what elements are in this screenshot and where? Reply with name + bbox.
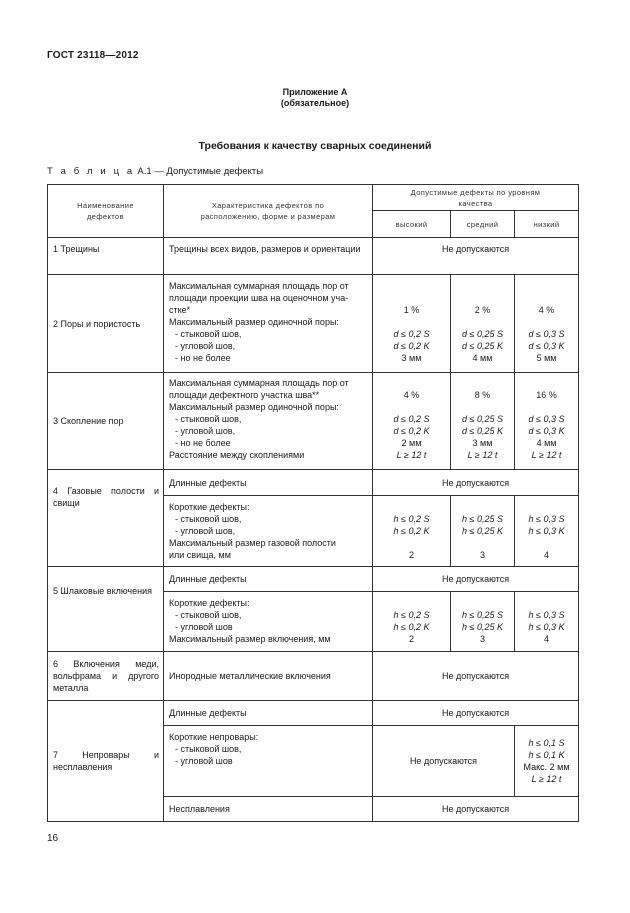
- value-line: d ≤ 0,25 S: [462, 329, 503, 339]
- annex-title: Приложение А: [282, 87, 348, 97]
- page-number: 16: [47, 833, 59, 844]
- value-line: d ≤ 0,25 K: [462, 341, 503, 351]
- row-desc-lack-long: Длинные дефекты: [164, 701, 373, 726]
- row-value-gas-long: Не допускаются: [373, 470, 579, 496]
- row-desc-inclusions: Инородные металлические включения: [164, 652, 373, 701]
- desc-line: - угловой шов: [175, 622, 233, 632]
- value-line: 4 мм: [472, 353, 493, 363]
- table-row: [48, 275, 579, 373]
- row-desc-slag-long: Длинные дефекты: [164, 567, 373, 592]
- row-low-gas: [515, 496, 579, 567]
- desc-line: площади дефектного участка шва**: [169, 390, 320, 400]
- value-line: h ≤ 0,1 S: [528, 738, 565, 748]
- desc-line: стке*: [169, 305, 191, 315]
- value-line: 2 %: [474, 305, 491, 315]
- value-line: 4 %: [538, 305, 555, 315]
- value-line: h ≤ 0,2 K: [393, 526, 430, 536]
- value-line: d ≤ 0,3 K: [528, 426, 565, 436]
- table-caption-prefix: Т а б л и ц а: [47, 166, 135, 177]
- desc-line: Короткие дефекты:: [169, 502, 250, 512]
- value-line: 4 мм: [536, 438, 557, 448]
- row-high-slag: [373, 592, 451, 652]
- annex-subtitle: (обязательное): [280, 98, 350, 108]
- row-desc-gas-short: [164, 496, 373, 567]
- value-line: d ≤ 0,3 S: [528, 329, 565, 339]
- row-low-lack: [515, 726, 579, 797]
- spacer: [375, 401, 448, 413]
- value-line: 3: [479, 550, 485, 560]
- table-row: [48, 373, 579, 470]
- header-levels-group: Допустимые дефекты по уровням качества: [373, 185, 579, 211]
- table-row: [48, 701, 579, 726]
- value-line: 8 %: [474, 390, 491, 400]
- row-medium-pores: [451, 275, 515, 373]
- row-desc-lack-short: [164, 726, 373, 797]
- desc-line: - угловой шов,: [175, 426, 236, 436]
- spacer: [517, 537, 576, 549]
- table-row: [48, 470, 579, 496]
- desc-line: - стыковой шов,: [175, 329, 242, 339]
- value-line: h ≤ 0,25 S: [462, 610, 503, 620]
- row-desc-pores: [164, 275, 373, 373]
- value-line: L ≥ 12 t: [531, 774, 562, 784]
- value-line: h ≤ 0,2 S: [393, 610, 430, 620]
- row-desc-slag-short: [164, 592, 373, 652]
- desc-line: площади проекции шва на оценочном уча-: [169, 293, 349, 303]
- header-level-high: высокий: [373, 211, 451, 238]
- value-line: h ≤ 0,3 S: [528, 610, 565, 620]
- row-value-inclusions: Не допускаются: [373, 652, 579, 701]
- value-line: d ≤ 0,3 K: [528, 341, 565, 351]
- value-line: h ≤ 0,25 S: [462, 514, 503, 524]
- row-low-pores: [515, 275, 579, 373]
- value-line: 4 %: [403, 390, 420, 400]
- value-line: L ≥ 12 t: [396, 450, 427, 460]
- row-name-slag: 5 Шлаковые включения: [48, 567, 164, 652]
- spacer: [453, 537, 512, 549]
- value-line: L ≥ 12 t: [467, 450, 498, 460]
- value-line: d ≤ 0,2 S: [393, 414, 430, 424]
- value-line: d ≤ 0,25 K: [462, 426, 503, 436]
- value-line: h ≤ 0,3 K: [528, 622, 565, 632]
- value-line: h ≤ 0,3 S: [528, 514, 565, 524]
- header-level-low: низкий: [515, 211, 579, 238]
- desc-line: - стыковой шов,: [175, 744, 242, 754]
- spacer: [453, 316, 512, 328]
- row-medium-gas: [451, 496, 515, 567]
- row-value-cracks: Не допускаются: [373, 238, 579, 275]
- desc-line: - стыковой шов,: [175, 514, 242, 524]
- value-line: 2 мм: [401, 438, 422, 448]
- row-value-slag-long: Не допускаются: [373, 567, 579, 592]
- value-line: h ≤ 0,2 S: [393, 514, 430, 524]
- header-name: Наименование дефектов: [48, 185, 164, 238]
- value-line: 3 мм: [401, 353, 422, 363]
- value-line: d ≤ 0,3 S: [528, 414, 565, 424]
- row-medium-cluster: [451, 373, 515, 470]
- value-line: 2: [408, 634, 414, 644]
- value-line: 4: [544, 634, 550, 644]
- document-header: ГОСТ 23118—2012: [47, 50, 139, 61]
- value-line: d ≤ 0,25 S: [462, 414, 503, 424]
- row-high-gas: [373, 496, 451, 567]
- desc-line: - но не более: [175, 438, 231, 448]
- section-title: Требования к качеству сварных соединений: [198, 140, 432, 152]
- value-line: d ≤ 0,2 K: [393, 426, 430, 436]
- row-name-pores: 2 Поры и пористость: [48, 275, 164, 373]
- value-line: d ≤ 0,2 S: [393, 329, 430, 339]
- value-line: 16 %: [536, 390, 557, 400]
- row-name-gas: 4 Газовые полости и свищи: [48, 470, 164, 567]
- spacer: [375, 537, 448, 549]
- row-low-slag: [515, 592, 579, 652]
- value-line: h ≤ 0,2 K: [393, 622, 430, 632]
- desc-line: Максимальный размер включения, мм: [169, 634, 331, 644]
- row-desc-lack-fusion: Несплавления: [164, 797, 373, 822]
- table-header-row: [48, 185, 579, 211]
- desc-line: - угловой шов,: [175, 341, 236, 351]
- value-line: h ≤ 0,25 K: [462, 526, 503, 536]
- desc-line: Короткие непровары:: [169, 732, 259, 742]
- table-row: [48, 567, 579, 592]
- spacer: [375, 316, 448, 328]
- desc-line: Максимальная суммарная площадь пор от: [169, 378, 349, 388]
- row-name-cluster: 3 Скопление пор: [48, 373, 164, 470]
- row-name-lack: 7 Непровары и несплавления: [48, 701, 164, 822]
- value-line: 4: [544, 550, 550, 560]
- value-line: h ≤ 0,1 K: [528, 750, 565, 760]
- desc-line: - угловой шов: [175, 756, 233, 766]
- value-line: 2: [408, 550, 414, 560]
- spacer: [517, 316, 576, 328]
- row-high-cluster: [373, 373, 451, 470]
- value-line: 3 мм: [472, 438, 493, 448]
- desc-line: Короткие дефекты:: [169, 598, 250, 608]
- value-line: 5 мм: [536, 353, 557, 363]
- row-medium-slag: [451, 592, 515, 652]
- desc-line: Максимальная суммарная площадь пор от: [169, 281, 349, 291]
- desc-line: Максимальный размер газовой полости: [169, 538, 336, 548]
- value-line: h ≤ 0,3 K: [528, 526, 565, 536]
- header-level-medium: средний: [451, 211, 515, 238]
- value-line: 3: [479, 634, 485, 644]
- row-low-cluster: [515, 373, 579, 470]
- row-value-lack-fusion: Не допускаются: [373, 797, 579, 822]
- value-line: 1 %: [403, 305, 420, 315]
- desc-line: Максимальный размер одиночной поры:: [169, 317, 339, 327]
- row-name-cracks: 1 Трещины: [48, 238, 164, 275]
- desc-line: - стыковой шов,: [175, 414, 242, 424]
- desc-line: - стыковой шов,: [175, 610, 242, 620]
- table-row: [48, 652, 579, 701]
- header-characteristic: Характеристика дефектов по расположению, форме и размерам: [164, 185, 373, 238]
- table-caption: [47, 166, 263, 177]
- desc-line: - но не более: [175, 353, 231, 363]
- row-value-lack-long: Не допускаются: [373, 701, 579, 726]
- row-desc-cracks: Трещины всех видов, размеров и ориентации: [164, 238, 373, 275]
- spacer: [453, 401, 512, 413]
- desc-line: - угловой шов,: [175, 526, 236, 536]
- defects-table: [47, 184, 579, 822]
- spacer: [517, 401, 576, 413]
- value-line: L ≥ 12 t: [531, 450, 562, 460]
- row-name-inclusions: 6 Включения меди, вольфрама и другого металла: [48, 652, 164, 701]
- desc-line: Расстояние между скоплениями: [169, 450, 305, 460]
- value-line: h ≤ 0,25 K: [462, 622, 503, 632]
- desc-line: Максимальный размер одиночной поры:: [169, 402, 339, 412]
- row-desc-gas-long: Длинные дефекты: [164, 470, 373, 496]
- row-value-lack-short: Не допускаются: [373, 726, 515, 797]
- value-line: d ≤ 0,2 K: [393, 341, 430, 351]
- value-line: Макс. 2 мм: [523, 762, 570, 772]
- desc-line: или свища, мм: [169, 550, 231, 560]
- row-high-pores: [373, 275, 451, 373]
- table-row: [48, 238, 579, 275]
- table-caption-text: А.1 — Допустимые дефекты: [137, 166, 264, 177]
- row-desc-cluster: [164, 373, 373, 470]
